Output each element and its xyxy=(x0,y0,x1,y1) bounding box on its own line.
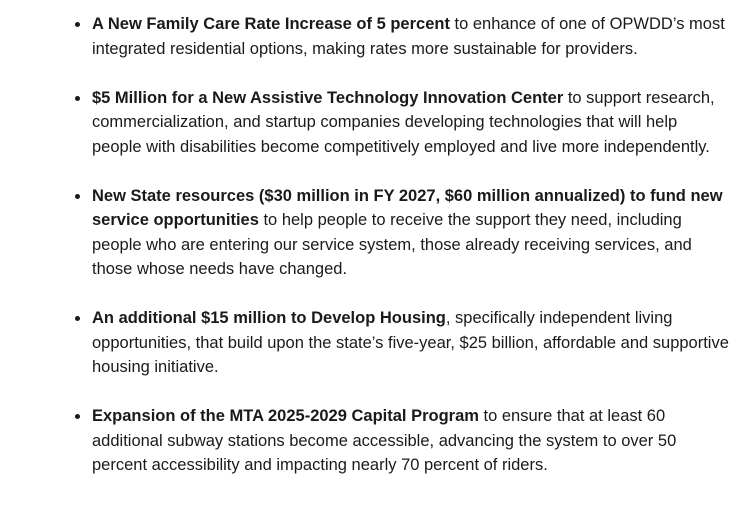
bullet-icon xyxy=(75,194,80,199)
item-text: to ensure that at least 60 additional subway stations become accessible, advancing the system to over 50 percent accessibility and impacting nearly 70 percent of riders. xyxy=(92,407,677,474)
bullet-icon xyxy=(75,414,80,419)
item-heading: A New Family Care Rate Increase of 5 percent xyxy=(92,15,450,33)
list-item xyxy=(0,86,748,160)
item-text: to support research, commercialization, and startup companies developing technologies that will help people with disabilities become competitively employed and live more independently. xyxy=(92,88,715,156)
item-text: to enhance of one of OPWDD’s most integrated residential options, making rates more sustainable for providers. xyxy=(92,15,725,58)
bullet-icon xyxy=(75,22,80,27)
item-text: , specifically independent living opportunities, that build upon the state’s five-year, $25 billion, affordable and supportive housing initiative. xyxy=(92,309,729,376)
item-heading: New State resources ($30 million in FY 2027, $60 million annualized) to fund new service opportunities xyxy=(92,186,723,229)
item-heading: An additional $15 million to Develop Housing xyxy=(92,309,446,327)
list-item xyxy=(0,12,748,61)
list-item xyxy=(0,184,748,282)
item-heading: Expansion of the MTA 2025-2029 Capital Program xyxy=(92,407,479,425)
bullet-list xyxy=(0,12,748,478)
bullet-icon xyxy=(75,316,80,321)
list-item xyxy=(0,306,748,380)
list-item xyxy=(0,404,748,478)
item-heading: $5 Million for a New Assistive Technology Innovation Center xyxy=(92,88,564,107)
bullet-icon xyxy=(75,96,80,101)
item-text: to help people to receive the support they need, including people who are entering our service system, those already receiving services, and those whose needs have changed. xyxy=(92,211,692,278)
